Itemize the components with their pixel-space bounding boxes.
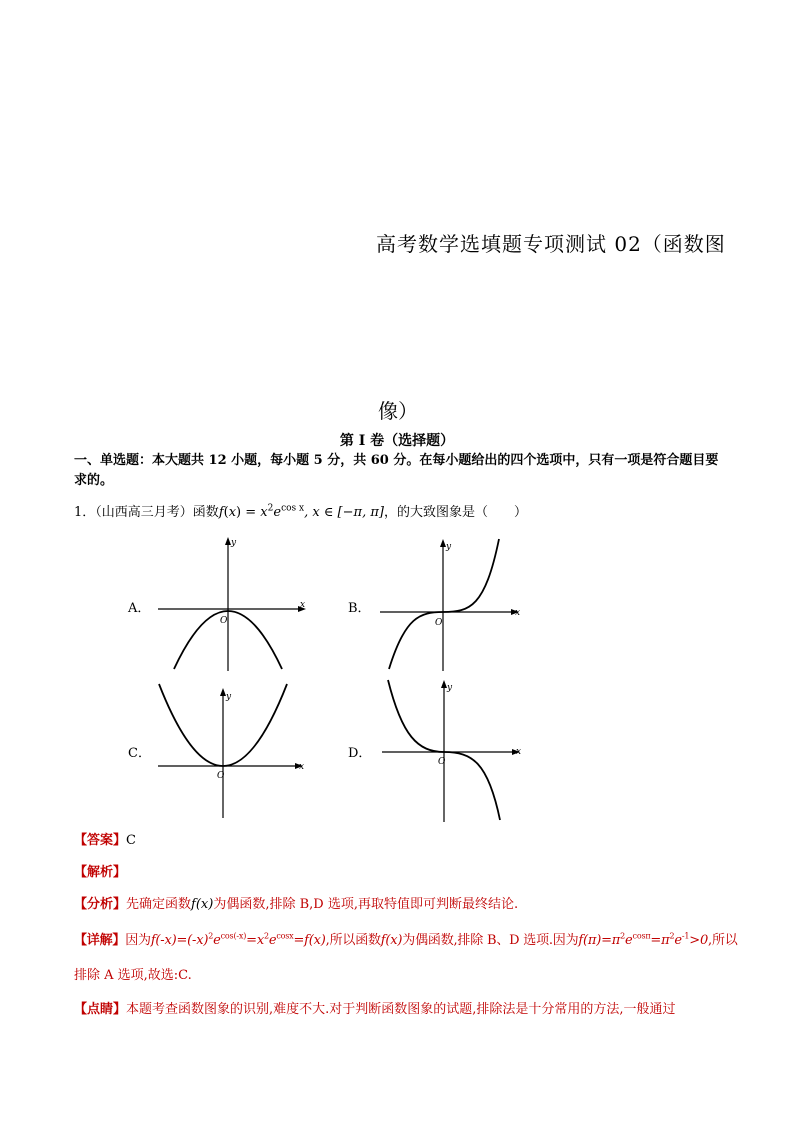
- option-c-graph: [155, 680, 315, 820]
- y-label: y: [226, 692, 232, 702]
- xiangjie-line: 【详解】因为$f(-x)=(-x)^2e^{cos(-x)}=x^2e^{cosx}=f(x)$,所以函数f(x)为偶函数,排除 B、D 选项.因为$f(\pi)=\pi^2e^{cos\pi}=\pi^2e^{-1}>0$,所以: [74, 931, 738, 948]
- origin-label: O: [220, 616, 228, 626]
- option-b-graph: [375, 537, 525, 672]
- volume-heading: 第 I 卷（选择题）: [339, 433, 455, 449]
- y-label: y: [447, 683, 453, 693]
- option-d-label: D．: [348, 746, 372, 761]
- origin-label: O: [438, 757, 446, 767]
- option-d-graph: [380, 676, 530, 824]
- section-instructions: 一、单选题：本大题共 12 小题，每小题 5 分，共 60 分。在每小题给出的四个选项中，只有一项是符合题目要求的。: [74, 453, 719, 488]
- fenxi-line: 【分析】先确定函数f(x)为偶函数,排除 B,D 选项,再取特值即可判断最终结论.: [74, 897, 519, 912]
- answer-line: [74, 829, 136, 848]
- xiangjie-tag: 【详解】: [74, 933, 126, 948]
- option-a-label: A．: [128, 601, 151, 616]
- y-label: y: [231, 538, 237, 548]
- option-c-label: C．: [128, 746, 151, 761]
- x-label: x: [299, 762, 305, 772]
- x-label: x: [300, 600, 306, 610]
- fenxi-tag: 【分析】: [74, 897, 127, 912]
- curve: [389, 539, 499, 669]
- paper-title-line2: 像）: [378, 399, 418, 423]
- question-source: （山西高三月考）: [95, 505, 193, 520]
- answer-tag: 【答案】: [74, 833, 127, 848]
- x-label: x: [515, 608, 521, 618]
- dianjing-tag: 【点睛】: [74, 1002, 127, 1017]
- x-label: x: [516, 747, 522, 757]
- origin-label: O: [435, 618, 443, 628]
- question-number: 1．: [74, 505, 96, 520]
- jiexi-tag: 【解析】: [74, 865, 127, 880]
- answer-value: C: [126, 833, 136, 848]
- origin-label: O: [217, 771, 225, 781]
- y-label: y: [446, 542, 452, 552]
- function-name: f: [218, 505, 224, 520]
- xiangjie-line2: 排除 A 选项,故选:C.: [74, 968, 192, 983]
- option-b-label: B．: [348, 601, 371, 616]
- paper-title-line1: 高考数学选填题专项测试 02（函数图: [376, 232, 726, 256]
- dianjing-line: 【点睛】本题考查函数图象的识别,难度不大.对于判断函数图象的试题,排除法是十分常用的方法,一般通过: [74, 1002, 676, 1017]
- jiexi-line: [74, 861, 126, 880]
- question-1-stem: 1．（山西高三月考）函数$f(x) = x^2e^{cos x}$, x ∈ [−π, π]，的大致图象是（ ）: [74, 503, 527, 520]
- option-a-graph: [150, 533, 315, 673]
